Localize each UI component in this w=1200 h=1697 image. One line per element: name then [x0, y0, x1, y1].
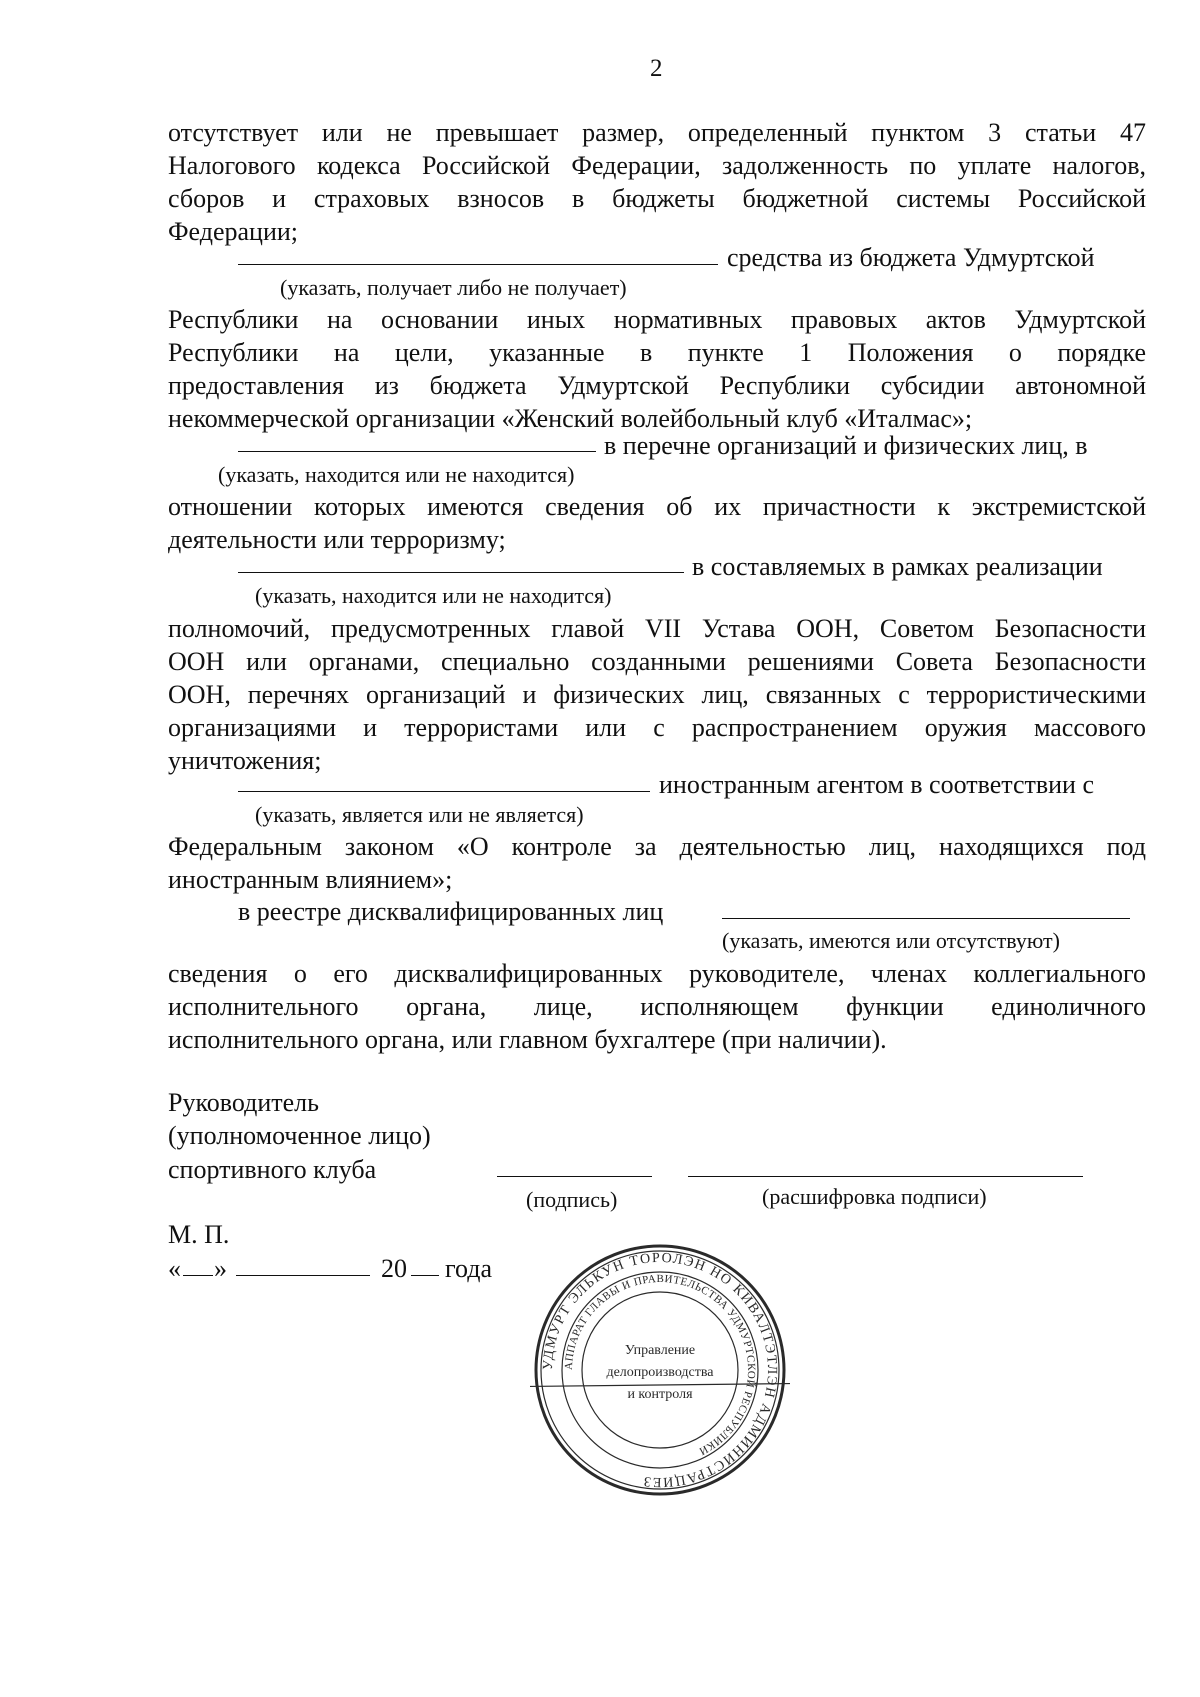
paragraph-foreign-agent: [168, 830, 1146, 896]
date-year-line[interactable]: [411, 1275, 439, 1276]
date-open-quote: «: [168, 1254, 181, 1283]
signature-hint: (подпись): [526, 1187, 618, 1212]
official-stamp-seal: [530, 1240, 790, 1500]
text-line: деятельности или терроризму;: [168, 525, 506, 554]
text-line: иностранным влиянием»;: [168, 865, 453, 894]
stamp-inner-ring-text: АППАРАТ ГЛАВЫ И ПРАВИТЕЛЬСТВА УДМУРТСКОЙ РЕСПУБЛИКИ: [562, 1272, 758, 1458]
text-line: Республики на цели, указанные в пункте 1 Положения о порядке: [168, 338, 1146, 367]
seal-place-label: М. П.: [168, 1220, 230, 1249]
signature-line[interactable]: [497, 1176, 652, 1177]
text-line: Федеральным законом «О контроле за деятельностью лиц, находящихся под: [168, 832, 1146, 861]
text-line: Налогового кодекса Российской Федерации, задолженность по уплате налогов,: [168, 151, 1146, 180]
text-line: предоставления из бюджета Удмуртской Республики субсидии автономной: [168, 371, 1146, 400]
text-line: исполнительного органа, или главном бухгалтере (при наличии).: [168, 1025, 887, 1054]
field-hint: (указать, является или не является): [255, 802, 584, 827]
signatory-role: Руководитель: [168, 1088, 319, 1117]
date-month-line[interactable]: [236, 1275, 370, 1276]
field-text: в перечне организаций и физических лиц, в: [604, 431, 1088, 460]
fill-in-line[interactable]: [238, 572, 684, 573]
field-text: иностранным агентом в соответствии с: [659, 770, 1095, 799]
date-year-prefix: 20: [381, 1254, 407, 1283]
text-line: ООН, перечнях организаций и физических лиц, связанных с террористическими: [168, 680, 1146, 709]
field-hint: (указать, находится или не находится): [218, 462, 575, 487]
fill-in-line[interactable]: [238, 791, 650, 792]
text-line: отношении которых имеются сведения об их причастности к экстремистской: [168, 492, 1146, 521]
page-number: 2: [650, 55, 663, 82]
field-text: в реестре дисквалифицированных лиц: [238, 897, 664, 926]
date-day-line[interactable]: [183, 1275, 213, 1276]
field-text: средства из бюджета Удмуртской: [727, 243, 1095, 272]
text-line: некоммерческой организации «Женский волейбольный клуб «Италмас»;: [168, 404, 973, 433]
signature-decode-line[interactable]: [688, 1176, 1083, 1177]
field-text: в составляемых в рамках реализации: [692, 552, 1103, 581]
paragraph-un-lists: [168, 612, 1146, 777]
field-hint: (указать, находится или не находится): [255, 583, 612, 608]
text-line: организациями и террористами или с распространением оружия массового: [168, 713, 1146, 742]
fill-in-line[interactable]: [238, 451, 596, 452]
signatory-role: спортивного клуба: [168, 1155, 377, 1184]
paragraph-disqualified: [168, 957, 1146, 1056]
stamp-center-text: Управление: [624, 1343, 696, 1358]
text-line: Федерации;: [168, 217, 299, 246]
stamp-center-text: и контроля: [627, 1387, 693, 1402]
signatory-role: (уполномоченное лицо): [168, 1121, 431, 1150]
text-line: уничтожения;: [168, 746, 322, 775]
fill-in-line[interactable]: [722, 918, 1130, 919]
paragraph-extremism: [168, 490, 1146, 556]
paragraph-budget-funds: [168, 303, 1146, 435]
text-line: Республики на основании иных нормативных правовых актов Удмуртской: [168, 305, 1146, 334]
date-year-suffix: года: [445, 1254, 493, 1283]
stamp-outer-ring-text: УДМУРТ ЭЛЬКУН ТОРОЛЭН НО КИВАЛТЭТЛЭН АДМИНИСТРАЦИЕЗ: [540, 1250, 780, 1490]
text-line: ООН или органами, специально созданными решениями Совета Безопасности: [168, 647, 1146, 676]
field-hint: (указать, имеются или отсутствуют): [722, 928, 1060, 953]
text-line: полномочий, предусмотренных главой VII Устава ООН, Советом Безопасности: [168, 614, 1146, 643]
paragraph-tax-debt: [168, 116, 1146, 248]
text-line: сборов и страховых взносов в бюджеты бюджетной системы Российской: [168, 184, 1146, 213]
field-hint: (указать, получает либо не получает): [280, 275, 627, 300]
text-line: отсутствует или не превышает размер, определенный пунктом 3 статьи 47: [168, 118, 1146, 147]
signature-decode-hint: (расшифровка подписи): [762, 1184, 987, 1209]
date-close-quote: »: [214, 1254, 227, 1283]
stamp-center-text: делопроизводства: [606, 1365, 714, 1380]
fill-in-line[interactable]: [238, 264, 718, 265]
text-line: исполнительного органа, лице, исполняющем функции единоличного: [168, 992, 1146, 1021]
text-line: сведения о его дисквалифицированных руководителе, членах коллегиального: [168, 959, 1146, 988]
